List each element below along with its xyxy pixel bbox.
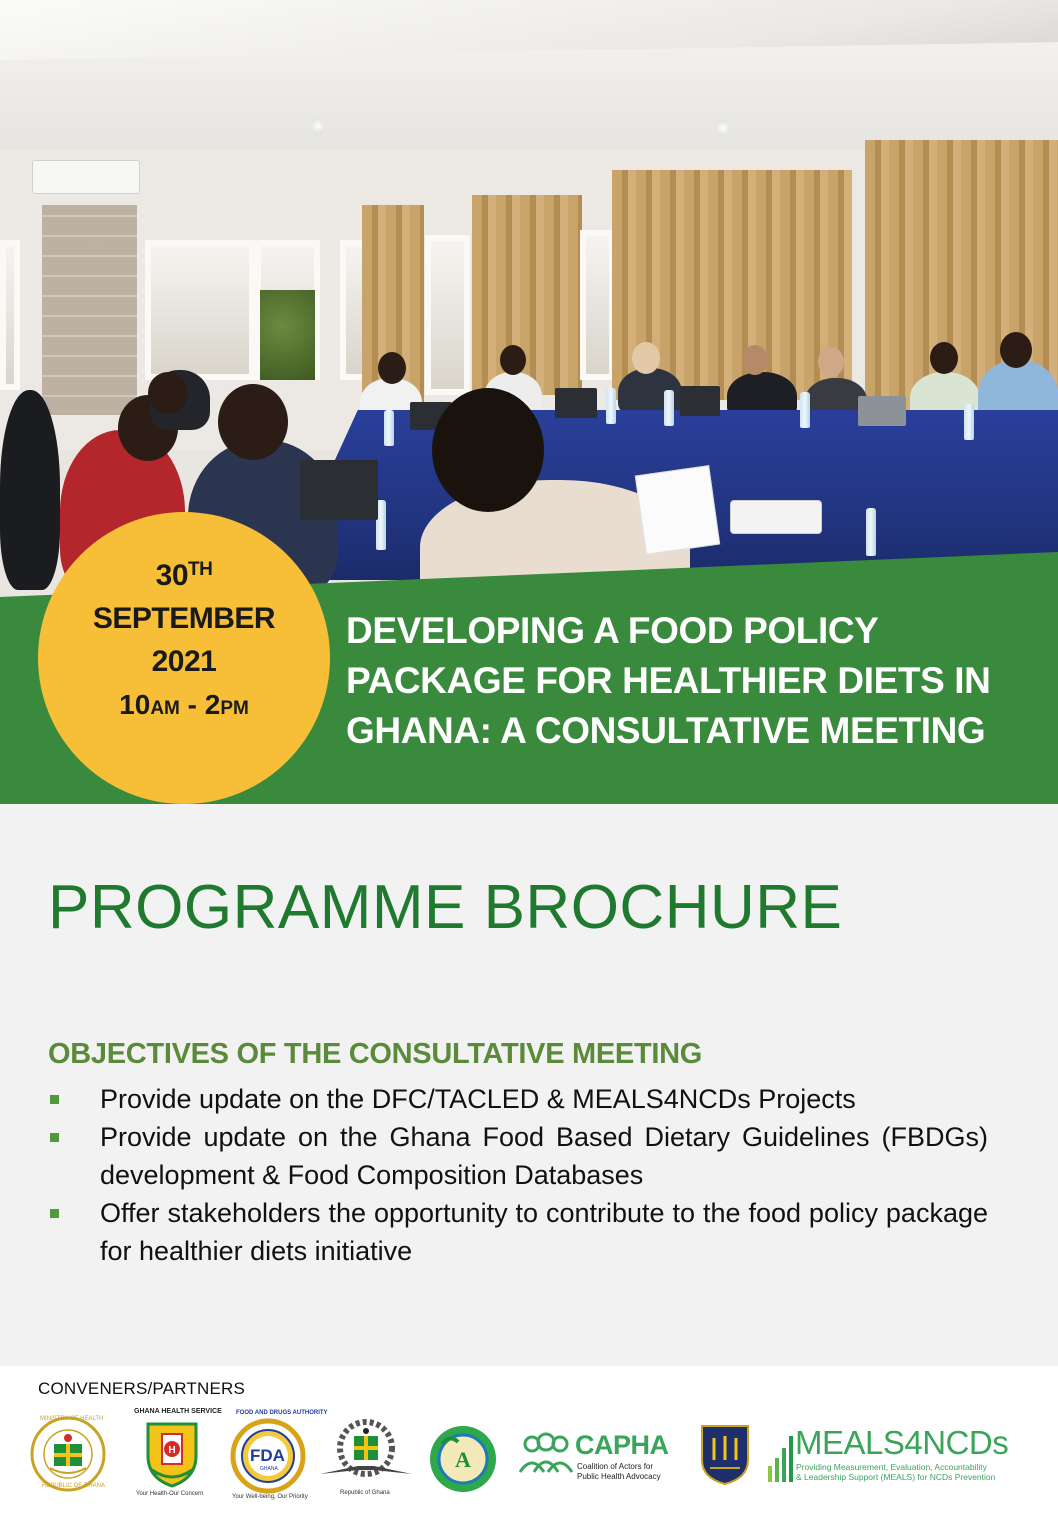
meals4ncds-name: MEALS4NCDs [795, 1424, 1009, 1461]
square-bullet-icon [50, 1095, 59, 1104]
moh-ring-bottom: REPUBLIC OF GHANA [42, 1483, 106, 1489]
event-year: 2021 [151, 645, 217, 678]
objectives-list [48, 1080, 988, 1270]
meals4ncds-line1: Providing Measurement, Evaluation, Accountability [796, 1462, 987, 1472]
capha-line1: Coalition of Actors for [577, 1462, 654, 1471]
capha-name: CAPHA [575, 1430, 669, 1460]
square-bullet-icon [50, 1209, 59, 1218]
square-bullet-icon [50, 1133, 59, 1142]
republic-of-ghana-logo [318, 1418, 414, 1488]
university-crest-logo [700, 1424, 750, 1486]
meals4ncds-line2: & Leadership Support (MEALS) for NCDs Prevention [796, 1472, 996, 1482]
fda-sub: GHANA [260, 1466, 278, 1472]
event-title [346, 606, 1046, 756]
svg-text:H: H [168, 1445, 176, 1456]
moh-ring-top: MINISTRY OF HEALTH [40, 1416, 104, 1422]
ghs-name: GHANA HEALTH SERVICE [134, 1408, 222, 1415]
objectives-heading: OBJECTIVES OF THE CONSULTATIVE MEETING [48, 1038, 703, 1070]
partners-label: CONVENERS/PARTNERS [38, 1379, 246, 1398]
event-month: SEPTEMBER [92, 602, 276, 635]
fda-tagline: Your Well-being, Our Priority [232, 1494, 308, 1500]
republic-caption: Republic of Ghana [340, 1490, 390, 1496]
fda-ring: FOOD AND DRUGS AUTHORITY [236, 1410, 328, 1416]
ministry-of-health-logo [30, 1416, 106, 1492]
svg-text:A: A [455, 1447, 471, 1472]
capha-people-icon [518, 1432, 574, 1476]
capha-line2: Public Health Advocacy [577, 1472, 661, 1481]
objective-item: Provide update on the DFC/TACLED & MEALS4NCDs Projects [48, 1080, 988, 1118]
ghana-health-service-logo [140, 1420, 204, 1488]
objective-item: Offer stakeholders the opportunity to contribute to the food policy package for healthier diets initiative [48, 1194, 988, 1270]
event-time: 10AM - 2PM [119, 689, 249, 720]
green-a-logo [428, 1424, 498, 1494]
partners-strip [0, 1366, 1058, 1536]
fda-abbr: FDA [250, 1446, 285, 1465]
event-title-line: GHANA: A CONSULTATIVE MEETING [346, 710, 986, 751]
event-title-line: PACKAGE FOR HEALTHIER DIETS IN [346, 660, 991, 701]
date-badge [38, 512, 330, 804]
ghs-tagline: Your Health-Our Concern [136, 1491, 204, 1497]
event-day: 30TH [155, 559, 213, 592]
brochure-title: PROGRAMME BROCHURE [48, 873, 843, 942]
event-title-line: DEVELOPING A FOOD POLICY [346, 610, 879, 651]
objective-item: Provide update on the Ghana Food Based Dietary Guidelines (FBDGs) development & Food Composition Databases [48, 1118, 988, 1194]
meals4ncds-bars-icon [766, 1432, 796, 1482]
